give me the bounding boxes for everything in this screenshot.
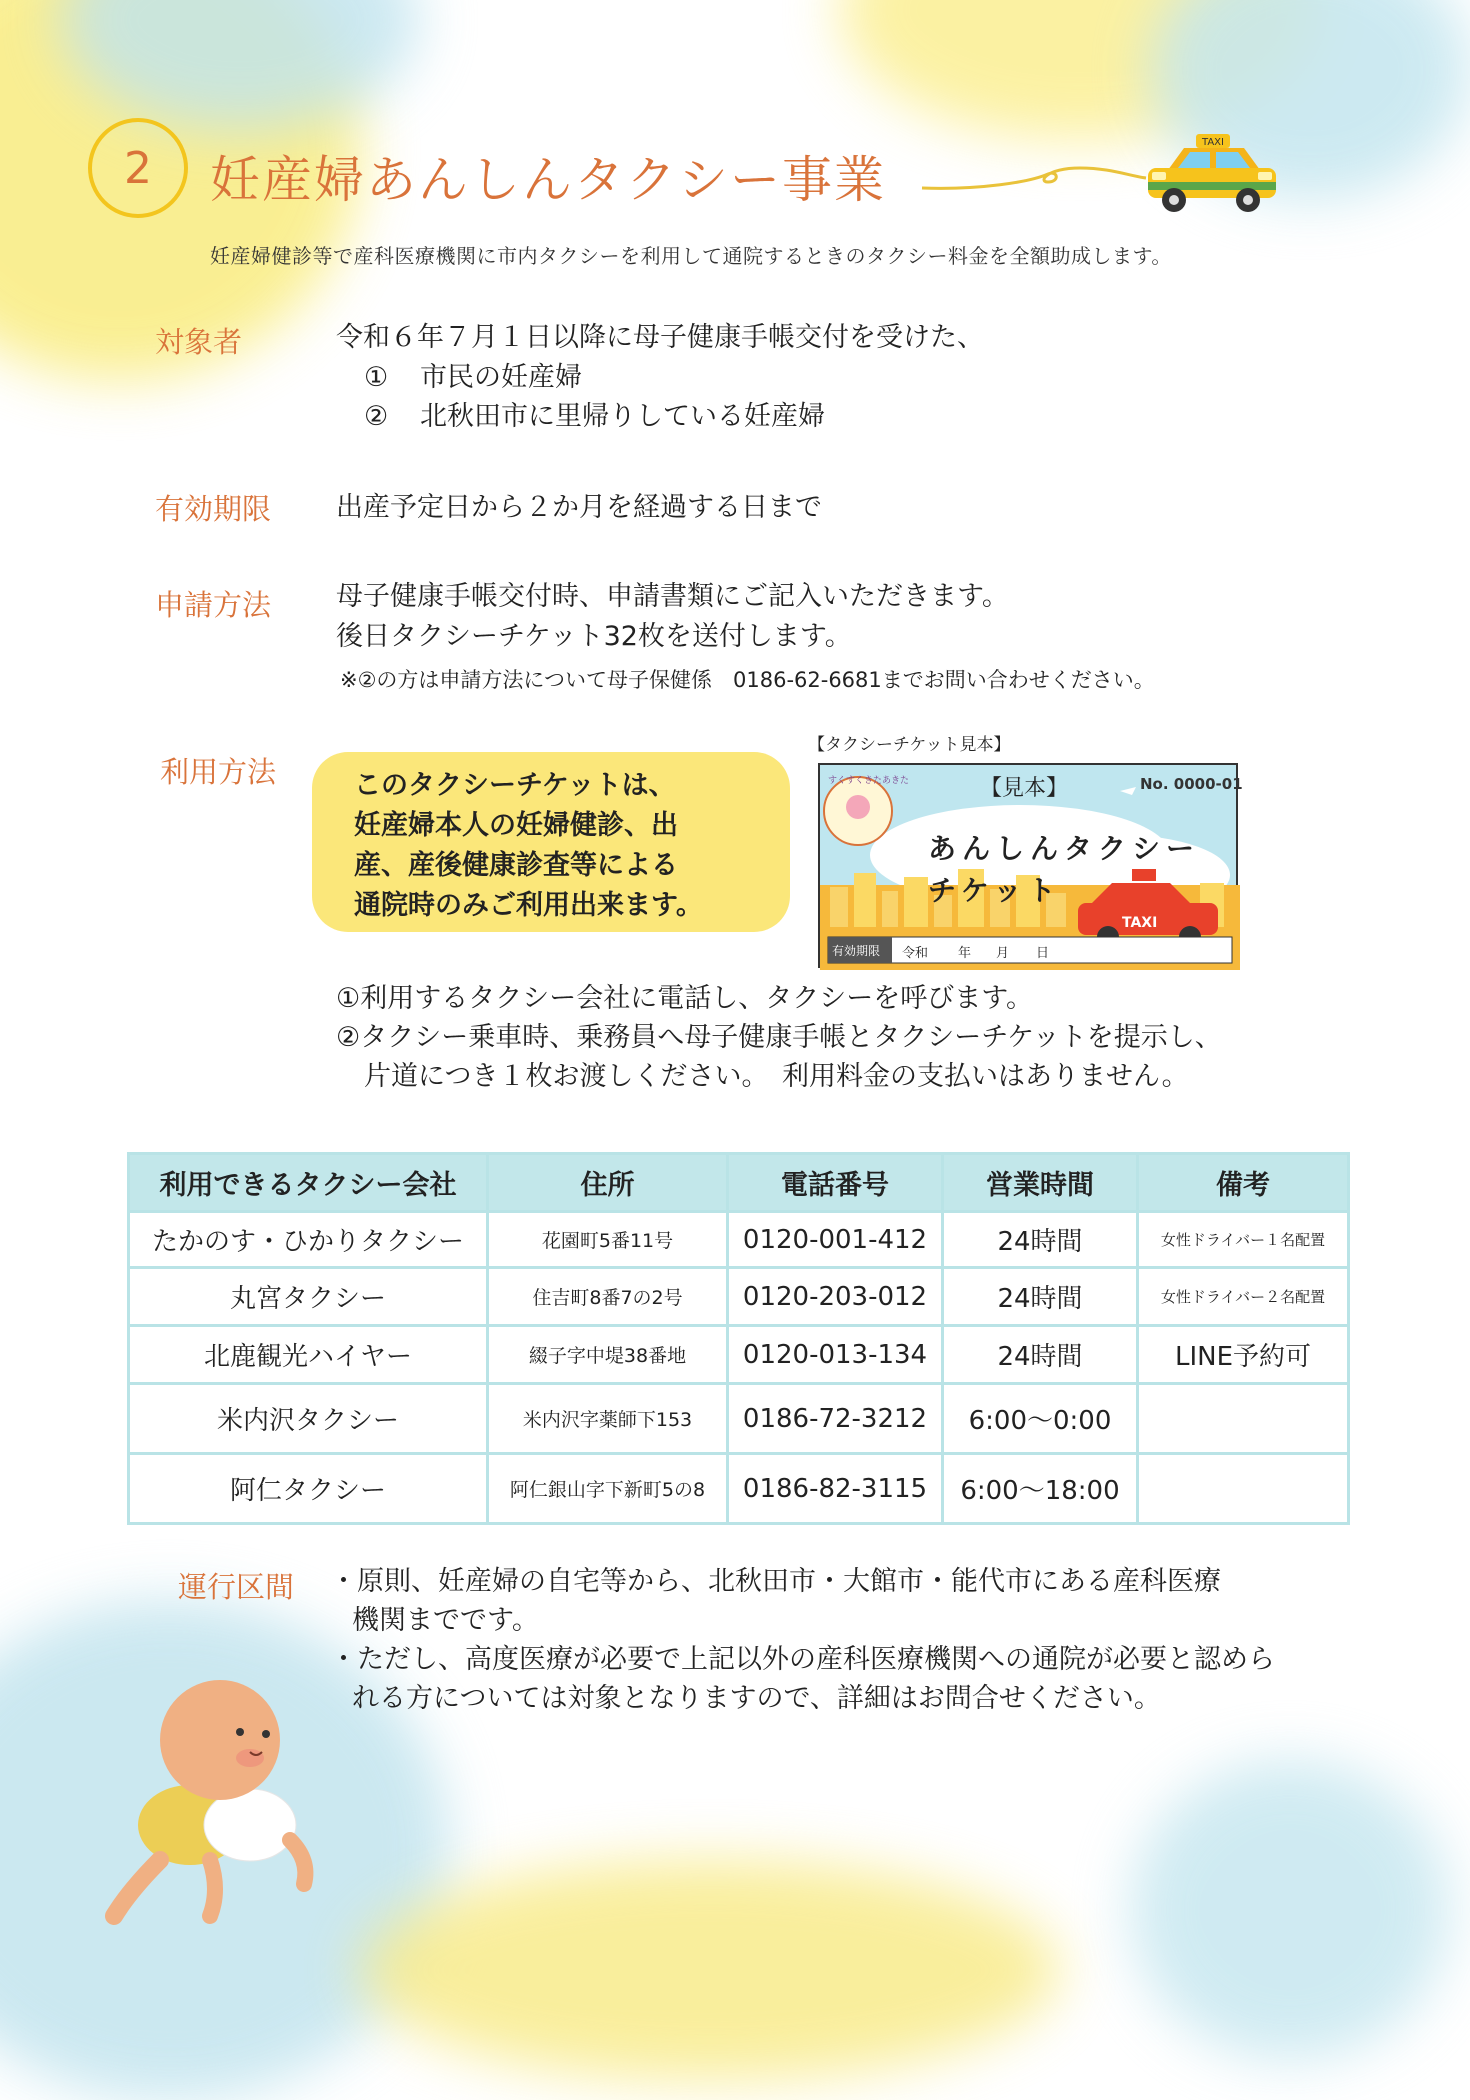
watercolor-blue-bottomright: [1130, 1760, 1450, 2060]
header-phone: 電話番号: [728, 1154, 943, 1212]
svg-text:TAXI: TAXI: [1202, 137, 1224, 148]
eligibility-label: 対象者: [155, 325, 243, 359]
ticket-date-month: 月: [996, 946, 1010, 961]
validity-label: 有効期限: [155, 492, 272, 526]
ticket-validity-tag: 有効期限: [832, 944, 881, 958]
route-bullet-2-line-2: れる方については対象となりますので、詳細はお問合せください。: [352, 1683, 1161, 1714]
cell-address: 住吉町8番7の2号: [488, 1268, 728, 1326]
wavy-line: [920, 160, 1150, 200]
route-bullet-1-line-1: ・原則、妊産婦の自宅等から、北秋田市・大館市・能代市にある産科医療: [330, 1566, 1221, 1597]
cell-address: 阿仁銀山字下新町5の8: [488, 1454, 728, 1524]
taxi-company-table: [127, 1152, 1350, 1525]
table-row: [129, 1268, 1349, 1326]
cell-phone: 0120-013-134: [728, 1326, 943, 1384]
bubble-line: 通院時のみご利用出来ます。: [354, 890, 703, 921]
table-header-row: [129, 1154, 1349, 1212]
table-row: [129, 1384, 1349, 1454]
table-row: [129, 1212, 1349, 1268]
application-line-2: 後日タクシーチケット32枚を送付します。: [336, 621, 852, 652]
table-row: [129, 1326, 1349, 1384]
cell-company: たかのす・ひかりタクシー: [129, 1212, 488, 1268]
cell-hours: 6:00～0:00: [943, 1384, 1138, 1454]
cell-hours: 6:00～18:00: [943, 1454, 1138, 1524]
application-note: ※②の方は申請方法について母子保健係 0186-62-6681までお問い合わせください。: [340, 668, 1155, 692]
header-note: 備考: [1138, 1154, 1349, 1212]
cell-company: 北鹿観光ハイヤー: [129, 1326, 488, 1384]
cell-note: [1138, 1454, 1349, 1524]
usage-bubble: [312, 752, 790, 932]
cell-hours: 24時間: [943, 1268, 1138, 1326]
validity-text: 出産予定日から２か月を経過する日まで: [336, 492, 822, 523]
cell-note: 女性ドライバー１名配置: [1138, 1212, 1349, 1268]
eligibility-item-2-marker: ②: [364, 401, 389, 432]
application-label: 申請方法: [155, 588, 272, 622]
cell-address: 米内沢字薬師下153: [488, 1384, 728, 1454]
header-address: 住所: [488, 1154, 728, 1212]
ticket-number: No. 0000-01: [1140, 775, 1243, 793]
header-hours: 営業時間: [943, 1154, 1138, 1212]
lead-text: 妊産婦健診等で産科医療機関に市内タクシーを利用して通院するときのタクシー料金を全額助成します。: [210, 244, 1172, 268]
watercolor-yellow-bottom: [360, 1860, 1060, 2080]
ticket-date-year: 年: [958, 946, 972, 961]
eligibility-item-1-marker: ①: [364, 362, 389, 393]
ticket-title-line2: チケット: [928, 874, 1062, 907]
ticket-taxi-sign: TAXI: [1122, 915, 1158, 931]
route-label: 運行区間: [178, 1570, 295, 1604]
ticket-title-line1: あんしんタクシー: [928, 832, 1201, 865]
route-bullet-2-line-1: ・ただし、高度医療が必要で上記以外の産科医療機関への通院が必要と認めら: [330, 1644, 1275, 1675]
taxi-icon: [1140, 132, 1280, 222]
cell-company: 丸宮タクシー: [129, 1268, 488, 1326]
bubble-line: 産、産後健康診査等による: [354, 850, 678, 881]
cell-phone: 0120-203-012: [728, 1268, 943, 1326]
cell-company: 阿仁タクシー: [129, 1454, 488, 1524]
ticket-date-day: 日: [1036, 946, 1050, 961]
cell-address: 花園町5番11号: [488, 1212, 728, 1268]
eligibility-item-2-text: 北秋田市に里帰りしている妊産婦: [420, 401, 825, 432]
section-number-badge: 2: [88, 118, 188, 218]
eligibility-intro: 令和６年７月１日以降に母子健康手帳交付を受けた、: [336, 322, 984, 353]
ticket-date-era: 令和: [902, 946, 929, 961]
application-line-1: 母子健康手帳交付時、申請書類にご記入いただきます。: [336, 581, 1009, 612]
cell-note: [1138, 1384, 1349, 1454]
usage-step-1: ①利用するタクシー会社に電話し、タクシーを呼びます。: [336, 983, 1034, 1014]
cell-hours: 24時間: [943, 1212, 1138, 1268]
ticket-sample-mark: 【見本】: [980, 776, 1069, 801]
ticket-sample: [818, 763, 1243, 968]
cell-hours: 24時間: [943, 1326, 1138, 1384]
cell-note: LINE予約可: [1138, 1326, 1349, 1384]
eligibility-item-1-text: 市民の妊産婦: [420, 362, 582, 393]
page-title: 妊産婦あんしんタクシー事業: [210, 151, 886, 209]
ticket-seal-text: すくすくきたあきた: [828, 776, 910, 786]
baby-illustration: [100, 1670, 330, 1930]
bubble-line: このタクシーチケットは、: [354, 770, 676, 801]
route-bullet-1-line-2: 機関までです。: [352, 1605, 539, 1636]
cell-phone: 0186-82-3115: [728, 1454, 943, 1524]
cell-note: 女性ドライバー２名配置: [1138, 1268, 1349, 1326]
table-row: [129, 1454, 1349, 1524]
usage-label: 利用方法: [160, 755, 277, 789]
bubble-line: 妊産婦本人の妊婦健診、出: [354, 810, 678, 841]
ticket-sample-caption: 【タクシーチケット見本】: [808, 735, 1011, 755]
cell-company: 米内沢タクシー: [129, 1384, 488, 1454]
usage-step-2-cont: 片道につき１枚お渡しください。 利用料金の支払いはありません。: [364, 1061, 1189, 1092]
header-company: 利用できるタクシー会社: [129, 1154, 488, 1212]
cell-phone: 0120-001-412: [728, 1212, 943, 1268]
cell-address: 綴子字中堤38番地: [488, 1326, 728, 1384]
cell-phone: 0186-72-3212: [728, 1384, 943, 1454]
usage-step-2: ②タクシー乗車時、乗務員へ母子健康手帳とタクシーチケットを提示し、: [336, 1022, 1222, 1053]
